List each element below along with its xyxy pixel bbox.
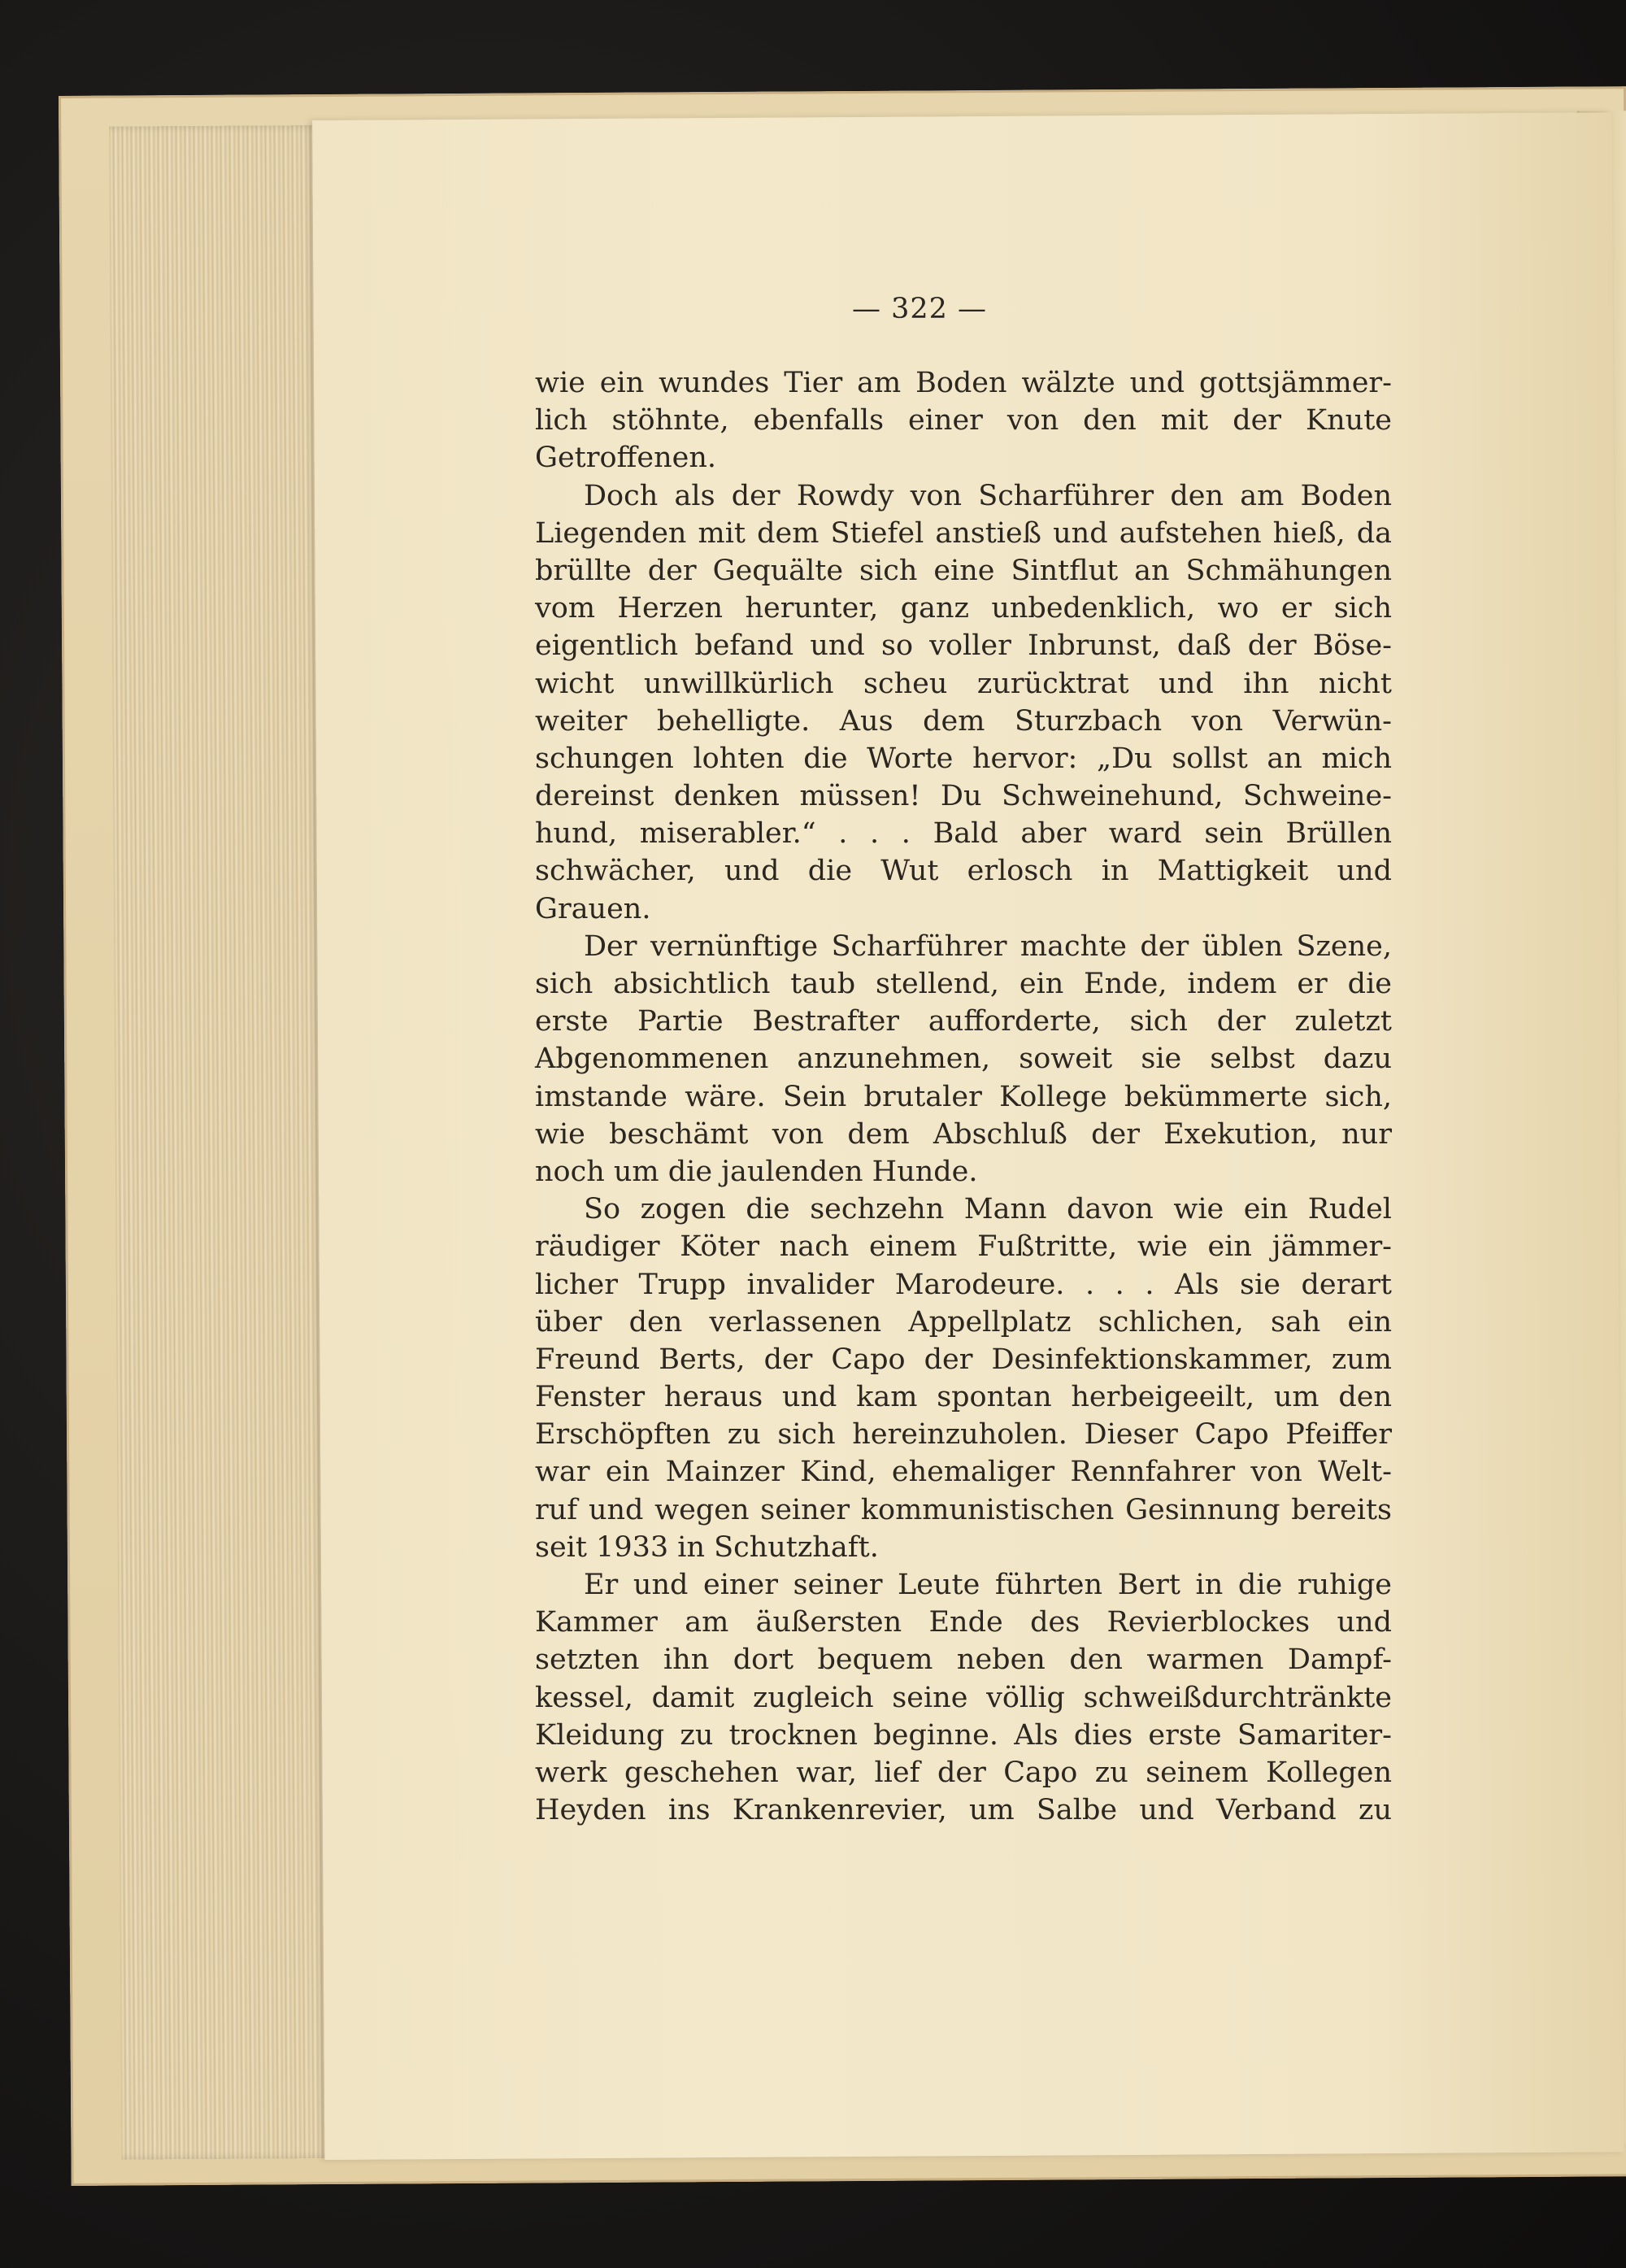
text-line: imstande wäre. Sein brutaler Kollege bekümmerte sich, [535, 1080, 1392, 1113]
paragraph [535, 1191, 1392, 1566]
text-line: schwächer, und die Wut erlosch in Mattigkeit und [535, 855, 1392, 888]
paragraph [535, 1566, 1392, 1829]
text-line: Fenster heraus und kam spontan herbeigeeilt, um den [535, 1381, 1392, 1414]
text-line: weiter behelligte. Aus dem Sturzbach von Verwün- [535, 704, 1392, 738]
body-text [535, 364, 1392, 1829]
paragraph [535, 477, 1392, 928]
text-line: Freund Berts, der Capo der Desinfektionskammer, zum [535, 1343, 1392, 1376]
text-line: wie beschämt von dem Abschluß der Exekution, nur [535, 1117, 1392, 1151]
text-line: Grauen. [535, 892, 651, 925]
text-line: Liegenden mit dem Stiefel anstieß und aufstehen hieß, da [535, 516, 1392, 550]
text-line: werk geschehen war, lief der Capo zu seinem Kollegen [535, 1756, 1392, 1789]
text-line: Kammer am äußersten Ende des Revierblockes und [535, 1606, 1392, 1639]
text-line: über den verlassenen Appellplatz schlichen, sah ein [535, 1305, 1392, 1339]
text-line: Getroffenen. [535, 442, 717, 475]
text-line: schungen lohten die Worte hervor: „Du sollst an mich [535, 742, 1392, 775]
page-number: — 322 — [852, 293, 988, 325]
paragraph [535, 364, 1392, 477]
text-line: ruf und wegen seiner kommunistischen Gesinnung bereits [535, 1493, 1392, 1526]
text-line: lich stöhnte, ebenfalls einer von den mit der Knute [535, 404, 1392, 437]
text-line: wicht unwillkürlich scheu zurücktrat und ihn nicht [535, 667, 1392, 700]
text-line: brüllte der Gequälte sich eine Sintflut an Schmähungen [535, 554, 1392, 587]
text-line: wie ein wundes Tier am Boden wälzte und gottsjämmer- [535, 367, 1392, 399]
text-line: noch um die jaulenden Hunde. [535, 1155, 978, 1188]
text-line: Heyden ins Krankenrevier, um Salbe und Verband zu [535, 1794, 1392, 1827]
text-line: Abgenommenen anzunehmen, soweit sie selbst dazu [535, 1043, 1392, 1076]
paragraph [535, 928, 1392, 1191]
text-line: räudiger Köter nach einem Fußtritte, wie ein jämmer- [535, 1230, 1392, 1264]
text-line: setzten ihn dort bequem neben den warmen Dampf- [535, 1643, 1392, 1677]
page-stack-edge [109, 125, 333, 2160]
text-line: erste Partie Bestrafter aufforderte, sich der zuletzt [535, 1005, 1392, 1038]
text-line: Der vernünftige Scharführer machte der üblen Szene, [584, 929, 1392, 963]
text-line: Erschöpften zu sich hereinzuholen. Dieser Capo Pfeiffer [535, 1418, 1392, 1452]
text-line: licher Trupp invalider Marodeure. . . . Als sie derart [535, 1268, 1392, 1301]
text-line: kessel, damit zugleich seine völlig schweißdurchtränkte [535, 1681, 1392, 1714]
text-line: dereinst denken müssen! Du Schweinehund, Schweine- [535, 780, 1392, 813]
text-line: Er und einer seiner Leute führten Bert in die ruhige [584, 1569, 1392, 1601]
text-line: seit 1933 in Schutzhaft. [535, 1530, 879, 1564]
text-line: eigentlich befand und so voller Inbrunst, daß der Böse- [535, 629, 1392, 663]
text-line: sich absichtlich taub stellend, ein Ende, indem er die [535, 968, 1392, 1000]
text-line: hund, miserabler.“ . . . Bald aber ward sein Brüllen [535, 817, 1392, 851]
text-line: vom Herzen herunter, ganz unbedenklich, wo er sich [535, 592, 1392, 625]
text-line: Doch als der Rowdy von Scharführer den am Boden [584, 479, 1392, 512]
text-line: So zogen die sechzehn Mann davon wie ein Rudel [584, 1193, 1392, 1226]
text-line: Kleidung zu trocknen beginne. Als dies erste Samariter- [535, 1718, 1392, 1752]
text-line: war ein Mainzer Kind, ehemaliger Rennfahrer von Welt- [535, 1456, 1392, 1489]
